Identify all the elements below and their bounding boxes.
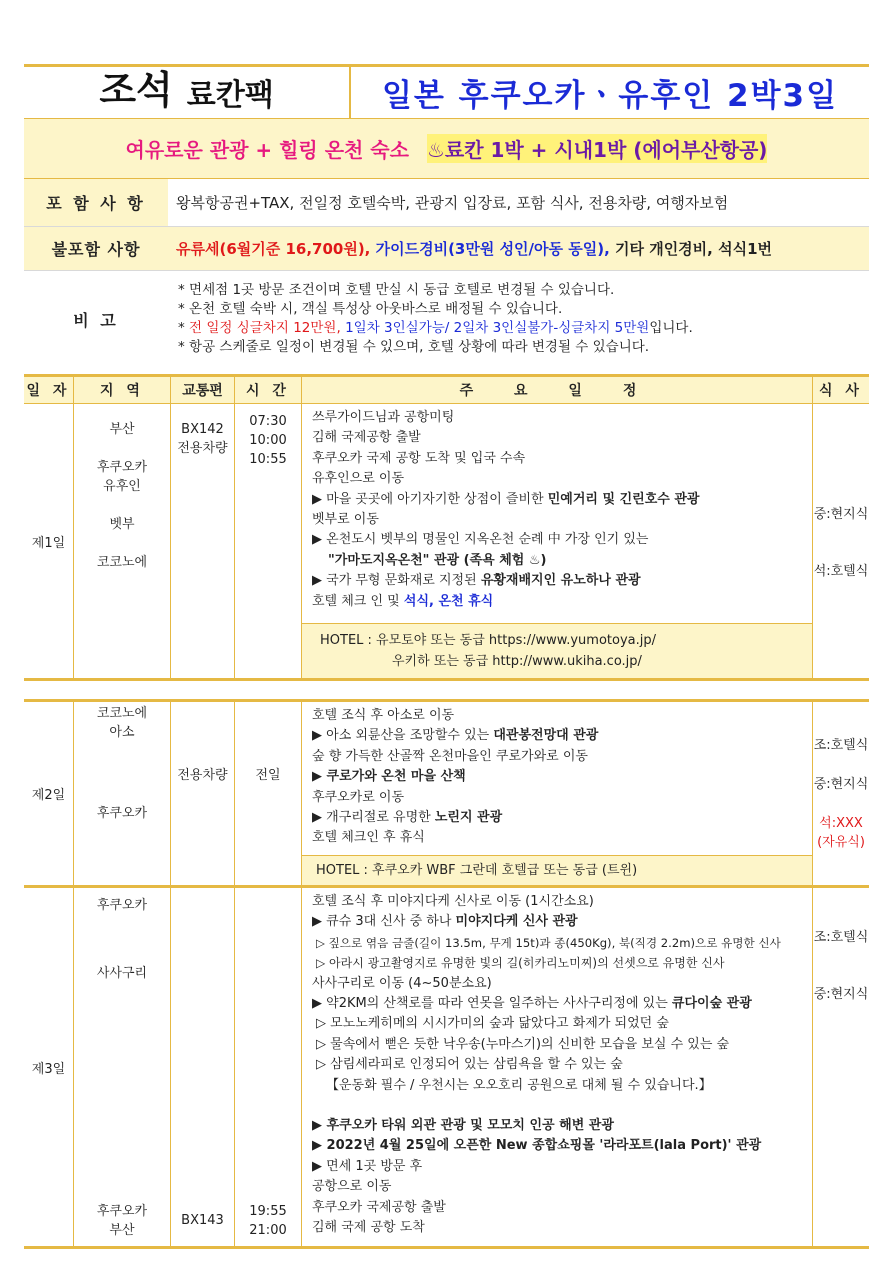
notes-value [168, 271, 869, 367]
list-item: 호텔 조식 후 미야지다케 신사로 이동 (1시간소요) [312, 894, 594, 909]
subtitle-part2: ♨료칸 1박 + 시내1박 (에어부산항공) [427, 134, 768, 163]
th-meal: 식 사 [819, 383, 863, 399]
day2-meals: 조:호텔식 중:현지식 석:XXX (자유식) [813, 738, 869, 850]
day1-regions: 부산 후쿠오카 유후인 벳부 코코노에 [74, 404, 171, 678]
list-item: 사사구리로 이동 (4~50분소요) [312, 975, 492, 991]
list-item: 후쿠오카로 이동 [312, 789, 405, 805]
day1-hotel: HOTEL : 유모토야 또는 동급 https://www.yumotoya.jp/ 우키하 또는 동급 http://www.ukiha.co.jp/ [302, 623, 812, 678]
day1-label: 제1일 [24, 404, 74, 678]
list-item: 김해 국제공항 출발 [312, 430, 421, 446]
list-item: ▶ 개구리절로 유명한 노린지 관광 [312, 810, 503, 826]
notes-label: 비 고 [24, 271, 168, 367]
list-item: 유후인으로 이동 [312, 471, 405, 487]
day3-row [24, 888, 869, 1249]
brand [24, 67, 349, 118]
day2-time: 전일 [235, 702, 302, 885]
excludes-fuel: 유류세(6월기준 16,700원), [176, 240, 371, 258]
notes-row [24, 271, 869, 367]
list-item: ▶ 면세 1곳 방문 후 [312, 1158, 423, 1174]
list-item: ▷ 삼림세라피로 인정되어 있는 삼림욕을 할 수 있는 숲 [316, 1057, 623, 1073]
day2-regions: 코코노에 아소 후쿠오카 [74, 702, 171, 885]
day2-row [24, 702, 869, 888]
day2-label: 제2일 [24, 702, 74, 885]
note-1: * 면세점 1곳 방문 조건이며 호텔 만실 시 동급 호텔로 변경될 수 있습니다. [178, 282, 615, 298]
note-2: * 온천 호텔 숙박 시, 객실 특성상 아웃바스로 배정될 수 있습니다. [178, 301, 563, 317]
list-item: 숲 향 가득한 산골짝 온천마을인 쿠로가와로 이동 [312, 748, 588, 764]
day3-label: 제3일 [24, 888, 74, 1246]
excludes-label: 불포함 사항 [24, 227, 168, 270]
th-transport: 교통편 [171, 377, 235, 403]
page-title: 일본 후쿠오카ㆍ유후인 2박3일 [349, 67, 869, 118]
subtitle-row [24, 119, 869, 179]
day2-transport: 전용차량 [171, 702, 235, 885]
brand-package: 료칸팩 [186, 78, 274, 113]
list-item: 호텔 체크 인 및 석식, 온천 휴식 [312, 593, 494, 609]
includes-value: 왕복항공권+TAX, 전일정 호텔숙박, 관광지 입장료, 포함 식사, 전용차량, 여행자보험 [176, 194, 729, 212]
list-item: ▶ 큐슈 3대 신사 중 하나 미야지다케 신사 관광 [312, 914, 578, 930]
day3-meals: 조:호텔식 중:현지식 [813, 930, 869, 1002]
list-item: "가마도지옥온천" 관광 (족욕 체험 ♨) [328, 552, 547, 568]
day1-meals: 중:현지식 석:호텔식 [813, 507, 869, 579]
list-item: ▶ 아소 외륜산을 조망할수 있는 대관봉전망대 관광 [312, 728, 599, 744]
note-4: * 항공 스케줄로 일정이 변경될 수 있으며, 호텔 상황에 따라 변경될 수 있습니다. [178, 339, 650, 355]
list-item: ▶ 온천도시 벳부의 명물인 지옥온천 순례 中 가장 인기 있는 [312, 532, 649, 548]
includes-row [24, 179, 869, 227]
th-region: 지 역 [74, 377, 171, 403]
day3-transport: BX143 [171, 888, 235, 1246]
list-item: 【운동화 필수 / 우천시는 오오호리 공원으로 대체 될 수 있습니다.】 [326, 1077, 712, 1093]
excludes-value [168, 227, 869, 270]
day1-times: 07:30 10:00 10:55 [235, 404, 302, 678]
list-item: ▶ 쿠로가와 온천 마을 산책 [312, 769, 466, 785]
list-item: ▷ 모노노케히메의 시시가미의 숲과 닮았다고 화제가 되었던 숲 [316, 1016, 669, 1032]
list-item: ▷ 물속에서 뻗은 듯한 낙우송(누마스기)의 신비한 모습을 보실 수 있는 숲 [316, 1036, 730, 1052]
day1-transport: BX142 전용차량 [171, 404, 235, 678]
list-item: 후쿠오카 국제 공항 도착 및 입국 수속 [312, 450, 526, 466]
title-row [24, 67, 869, 119]
list-item: ▶ 2022년 4월 25일에 오픈한 New 종합쇼핑몰 '라라포트(lala Port)' 관광 [312, 1138, 762, 1154]
table-header [24, 374, 869, 404]
list-item: ▶ 국가 무형 문화재로 지정된 유황재배지인 유노하나 관광 [312, 573, 641, 589]
list-item: 벳부로 이동 [312, 512, 379, 528]
day1-row [24, 404, 869, 681]
day2-events [302, 702, 813, 885]
excludes-row [24, 227, 869, 271]
list-item: 호텔 조식 후 아소로 이동 [312, 708, 455, 723]
brand-name: 조석 [99, 68, 173, 112]
th-day: 일 자 [24, 377, 74, 403]
day1-events [302, 404, 813, 678]
list-item: ▶ 후쿠오카 타워 외관 관광 및 모모치 인공 해변 관광 [312, 1118, 614, 1134]
schedule-table-2 [24, 702, 869, 1249]
list-item: 후쿠오카 국제공항 출발 [312, 1199, 446, 1215]
list-item: 공항으로 이동 [312, 1179, 392, 1195]
includes-label: 포 함 사 항 [24, 179, 168, 226]
header-block [24, 67, 869, 367]
list-item: ▷ 짚으로 엮음 금줄(길이 13.5m, 무게 15t)과 종(450Kg), 북(직경 2.2m)으로 유명한 신사 [316, 935, 781, 950]
list-item: ▶ 마을 곳곳에 아기자기한 상점이 즐비한 민예거리 및 긴린호수 관광 [312, 491, 700, 507]
list-item: 김해 국제 공항 도착 [312, 1220, 425, 1236]
th-schedule: 주 요 일 정 [302, 377, 813, 403]
excludes-guide: 가이드경비(3만원 성인/아동 동일), [375, 240, 610, 258]
note-3: * 전 일정 싱글차지 12만원, 1일차 3인실가능/ 2일차 3인실불가-싱글차지 5만원입니다. [178, 320, 693, 336]
subtitle-part1: 여유로운 관광 + 힐링 온천 숙소 [125, 138, 409, 162]
list-item: 호텔 체크인 후 휴식 [312, 830, 425, 846]
day3-events [302, 888, 813, 1246]
list-item: 쓰루가이드님과 공항미팅 [312, 410, 455, 425]
day2-hotel: HOTEL : 후쿠오카 WBF 그란데 호텔급 또는 동급 (트윈) [302, 855, 812, 885]
excludes-rest: 기타 개인경비, 석식1번 [615, 240, 772, 258]
th-time: 시 간 [235, 377, 302, 403]
list-item: ▶ 약2KM의 산책로를 따라 연못을 일주하는 사사구리정에 있는 큐다이숲 관광 [312, 996, 752, 1012]
day3-times: 19:55 21:00 [235, 888, 302, 1246]
list-item: ▷ 아라시 광고촬영지로 유명한 빛의 길(히카리노미찌)의 선셋으로 유명한 신사 [316, 956, 725, 971]
day3-regions: 후쿠오카 사사구리 후쿠오카 부산 [74, 888, 171, 1246]
schedule-table-1 [24, 374, 869, 681]
